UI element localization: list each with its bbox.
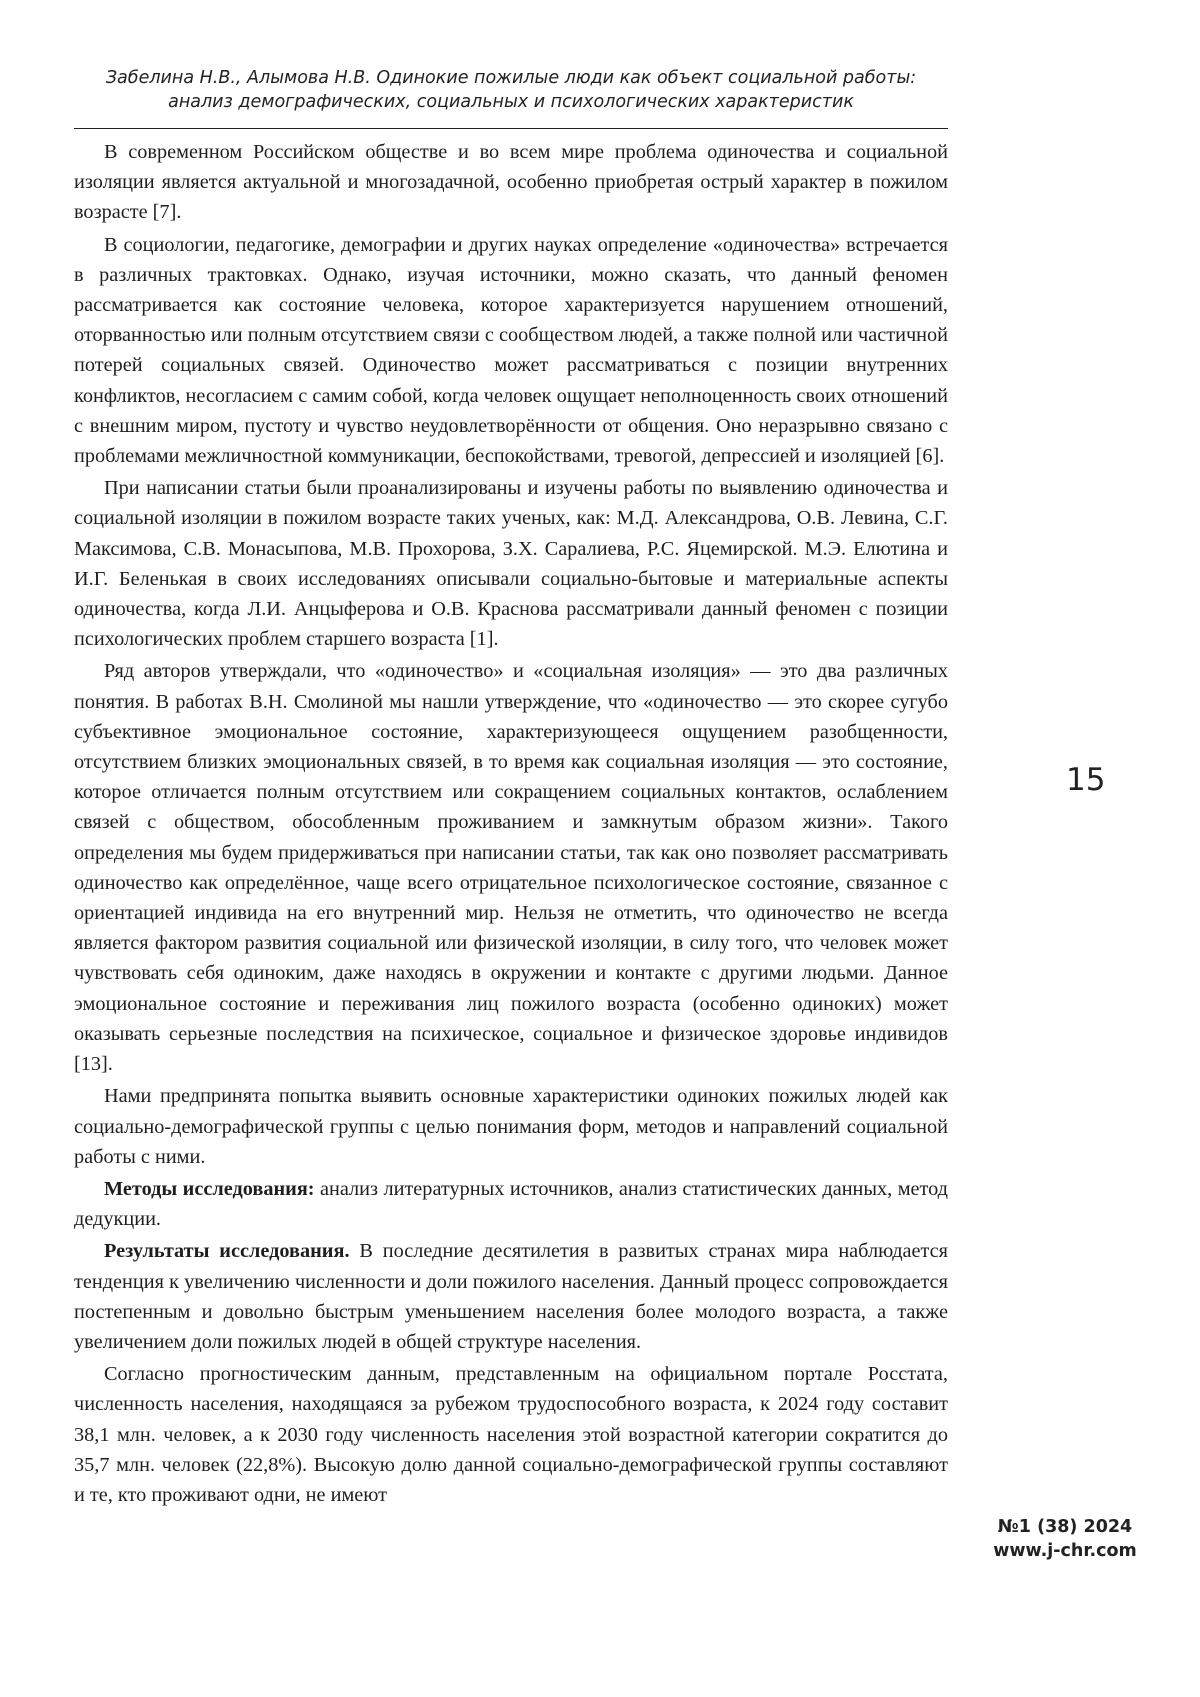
paragraph-methods [74, 1174, 948, 1234]
results-label: Результаты исследования. [104, 1240, 350, 1263]
journal-issue: №1 (38) 2024 [997, 1517, 1133, 1537]
paragraph-4: Ряд авторов утверждали, что «одиночество» и «социальная изоляция» — это два различных понятия. В работах В.Н. Смолиной мы нашли утверждение, что «одиночество — это скорее сугубо субъективное эмоциональное состояние, характеризующееся ощущением разобщенности, отсутствием близких эмоциональных связей, в то время как социальная изоляция — это состояние, которое отличается полным отсутствием или сокращением социальных контактов, ослаблением связей с обществом, обособленным проживанием и замкнутым образом жизни». Такого определения мы будем придерживаться при написании статьи, так как оно позволяет рассматривать одиночество как определённое, чаще всего отрицательное психологическое состояние, связанное с ориентацией индивида на его внутренний мир. Нельзя не отметить, что одиночество не всегда является фактором развития социальной или физической изоляции, в силу того, что человек может чувствовать себя одиноким, даже находясь в окружении и контакте с другими людьми. Данное эмоциональное состояние и переживания лиц пожилого возраста (особенно одиноких) может оказывать серьезные последствия на психическое, социальное и физическое здоровье индивидов [13]. [74, 660, 948, 1076]
article-body [74, 137, 948, 1512]
methods-label: Методы исследования: [104, 1177, 315, 1200]
running-header-line-1: Забелина Н.В., Алымова Н.В. Одинокие пожилые люди как объект социальной работы: [105, 68, 917, 88]
journal-website: www.j-chr.com [993, 1541, 1137, 1561]
paragraph-8: Согласно прогностическим данным, представленным на официальном портале Росстата, численность населения, находящаяся за рубежом трудоспособного возраста, к 2024 году составит 38,1 млн. человек, а к 2030 году численность населения этой возрастной категории сократится до 35,7 млн. человек (22,8%). Высокую долю данной социально-демографической группы составляют и те, кто проживают одни, не имеют [74, 1363, 948, 1506]
methods-text: анализ литературных источников, анализ статистических данных, метод дедукции. [74, 1177, 949, 1231]
paragraph-3: При написании статьи были проанализированы и изучены работы по выявлению одиночества и социальной изоляции в пожилом возрасте таких ученых, как: М.Д. Александрова, О.В. Левина, С.Г. Максимова, С.В. Монасыпова, М.В. Прохорова, З.Х. Саралиева, Р.С. Яцемирской. М.Э. Елютина и И.Г. Беленькая в своих исследованиях описывали социально-бытовые и материальные аспекты одиночества, когда Л.И. Анцыферова и О.В. Краснова рассматривали данный феномен с позиции психологических проблем старшего возраста [1]. [74, 477, 948, 651]
results-text: В последние десятилетия в развитых странах мира наблюдается тенденция к увеличению численности и доли пожилого населения. Данный процесс сопровождается постепенным и довольно быстрым уменьшением населения более молодого возраста, а также увеличением доли пожилых людей в общей структуре населения. [74, 1240, 948, 1353]
running-header [74, 66, 948, 114]
paragraph-5: Нами предпринята попытка выявить основные характеристики одиноких пожилых людей как социально-демографической группы с целью понимания форм, методов и направлений социальной работы с ними. [74, 1085, 948, 1168]
paragraph-2: В социологии, педагогике, демографии и других науках определение «одиночества» встречается в различных трактовках. Однако, изучая источники, можно сказать, что данный феномен рассматривается как состояние человека, которое характеризуется нарушением отношений, оторванностью или полным отсутствием связи с сообществом людей, а также полной или частичной потерей социальных связей. Одиночество может рассматриваться с позиции внутренних конфликтов, несогласием с самим собой, когда человек ощущает неполноценность своих отношений с внешним миром, пустоту и чувство неудовлетворённости от общения. Оно неразрывно связано с проблемами межличностной коммуникации, беспокойствами, тревогой, депрессией и изоляцией [6]. [74, 233, 948, 468]
paragraph-1: В современном Российском обществе и во всем мире проблема одиночества и социальной изоляции является актуальной и многозадачной, особенно приобретая острый характер в пожилом возрасте [7]. [74, 141, 948, 224]
page-number: 15 [1066, 762, 1106, 798]
paragraph-results [74, 1236, 948, 1357]
running-header-line-2: анализ демографических, социальных и психологических характеристик [168, 92, 854, 112]
header-divider [74, 128, 948, 129]
